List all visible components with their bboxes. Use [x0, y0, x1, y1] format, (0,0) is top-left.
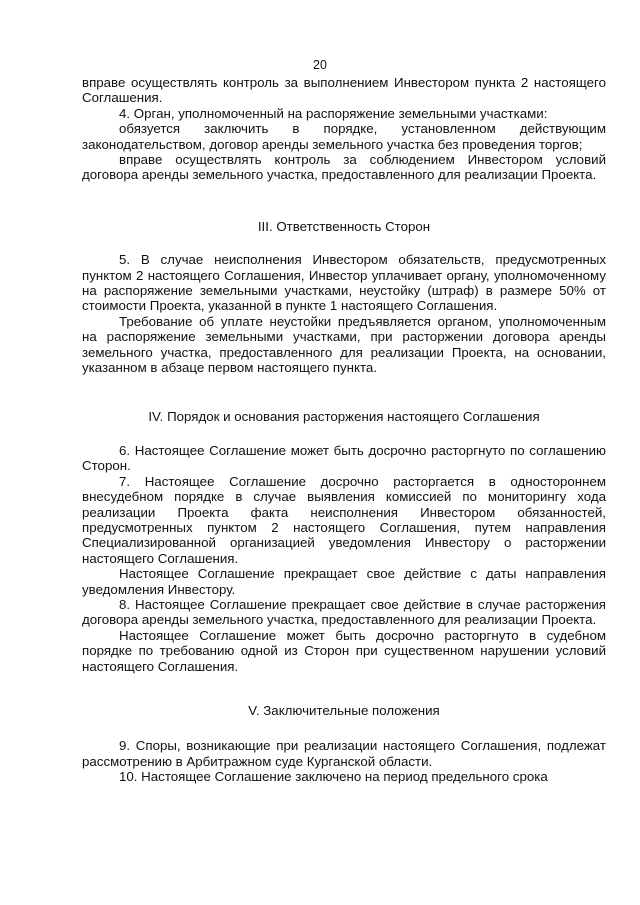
- paragraph: 5. В случае неисполнения Инвестором обязательств, предусмотренных пунктом 2 настоящего Соглашения, Инвестор уплачивает органу, уполномоченному на распоряжение земельными участками, неустойку (штраф) в размере 50% от стоимости Проекта, указанной в пункте 1 настоящего Соглашения.: [82, 252, 606, 314]
- page-number: 20: [313, 58, 327, 72]
- paragraph: вправе осуществлять контроль за выполнением Инвестором пункта 2 настоящего Соглашения.: [82, 75, 606, 106]
- paragraph: 4. Орган, уполномоченный на распоряжение земельными участками:: [119, 105, 548, 121]
- document-body: [82, 75, 606, 785]
- paragraph: Требование об уплате неустойки предъявляется органом, уполномоченным на распоряжение земельными участками, при расторжении договора аренды земельного участка, предоставленного для реализации Проекта, на основании, указанном в абзаце первом настоящего пункта.: [82, 313, 606, 376]
- paragraph: 6. Настоящее Соглашение может быть досрочно расторгнуто по соглашению Сторон.: [82, 442, 606, 474]
- section-heading: V. Заключительные положения: [248, 703, 440, 718]
- section-heading: IV. Порядок и основания расторжения настоящего Соглашения: [148, 408, 540, 424]
- section-heading: III. Ответственность Сторон: [257, 218, 431, 234]
- paragraph: 8. Настоящее Соглашение прекращает свое действие в случае расторжения договора аренды земельного участка, предоставленного для реализации Проекта.: [82, 596, 606, 628]
- paragraph: вправе осуществлять контроль за соблюдением Инвестором условий договора аренды земельного участка, предоставленного для реализации Проекта.: [82, 152, 606, 183]
- paragraph: 9. Споры, возникающие при реализации настоящего Соглашения, подлежат рассмотрению в Арбитражном суде Курганской области.: [82, 738, 606, 769]
- paragraph: Настоящее Соглашение прекращает свое действие с даты направления уведомления Инвестору.: [82, 566, 606, 597]
- paragraph: 7. Настоящее Соглашение досрочно расторгается в одностороннем внесудебном порядке в случае выявления комиссией по мониторингу хода реализации Проекта факта неисполнения Инвестором обязанностей, предусмотренных пунктом 2 настоящего Соглашения, путем направления Специализированной организацией уведомления Инвестору о расторжении настоящего Соглашения.: [82, 473, 606, 566]
- paragraph: обязуется заключить в порядке, установленном действующим законодательством, договор аренды земельного участка без проведения торгов;: [82, 121, 606, 152]
- paragraph: 10. Настоящее Соглашение заключено на период предельного срока: [119, 769, 548, 785]
- paragraph: Настоящее Соглашение может быть досрочно расторгнуто в судебном порядке по требованию одной из Сторон при существенном нарушении условий настоящего Соглашения.: [82, 627, 606, 674]
